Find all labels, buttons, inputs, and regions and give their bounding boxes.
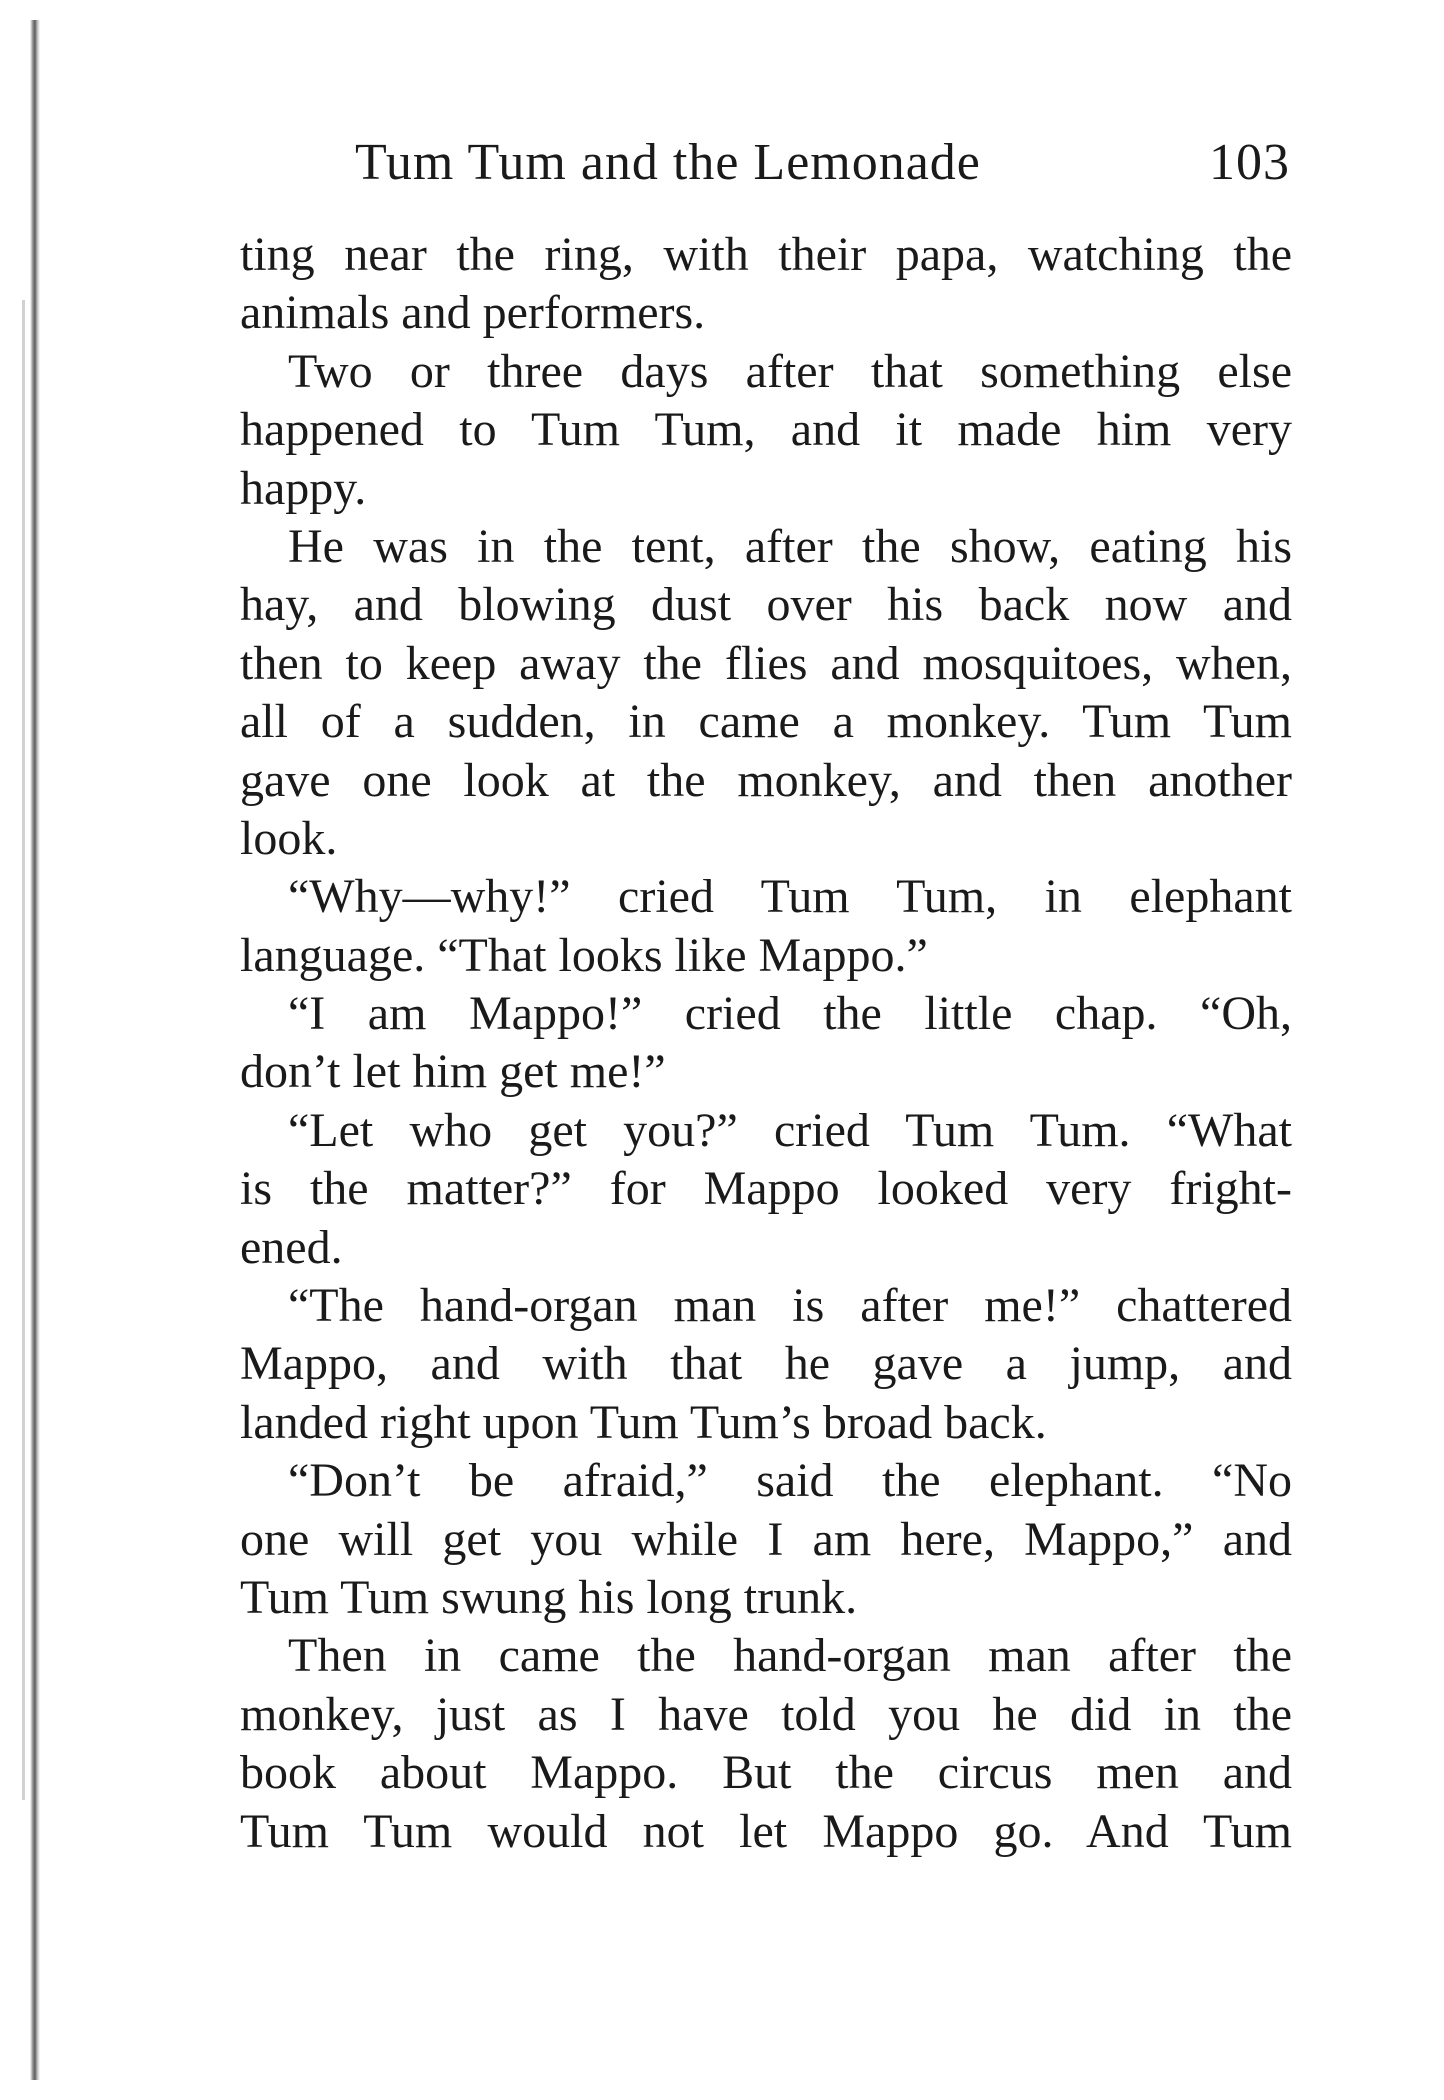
- text-line: all of a sudden, in came a monkey. Tum Tum: [240, 695, 1292, 749]
- text-line: happy.: [240, 461, 367, 515]
- text-line: Then in came the hand-organ man after the: [288, 1629, 1292, 1683]
- text-line: “Don’t be afraid,” said the elephant. “No: [288, 1454, 1292, 1508]
- text-line: landed right upon Tum Tum’s broad back.: [240, 1395, 1047, 1449]
- running-header-title: Tum Tum and the Lemonade: [355, 134, 981, 191]
- text-line: is the matter?” for Mappo looked very fright-: [240, 1162, 1292, 1216]
- text-line: gave one look at the monkey, and then another: [240, 753, 1292, 807]
- text-line: Tum Tum swung his long trunk.: [240, 1570, 858, 1624]
- text-line: book about Mappo. But the circus men and: [240, 1746, 1292, 1800]
- running-header: [355, 128, 1290, 198]
- text-line: look.: [240, 811, 338, 865]
- text-line: one will get you while I am here, Mappo,” and: [240, 1512, 1292, 1566]
- page-number: 103: [1209, 134, 1290, 191]
- text-line: “The hand-organ man is after me!” chattered: [288, 1279, 1292, 1333]
- page-gutter-shadow: [22, 300, 25, 1800]
- text-line: “I am Mappo!” cried the little chap. “Oh,: [288, 987, 1292, 1041]
- body-text: [240, 226, 1292, 1861]
- text-line: Tum Tum would not let Mappo go. And Tum: [240, 1804, 1292, 1858]
- text-line: don’t let him get me!”: [240, 1045, 666, 1099]
- text-line: He was in the tent, after the show, eating his: [288, 519, 1292, 573]
- text-line: monkey, just as I have told you he did in the: [240, 1687, 1292, 1741]
- text-line: language. “That looks like Mappo.”: [240, 928, 928, 982]
- text-line: ting near the ring, with their papa, watching the: [240, 228, 1292, 281]
- text-line: “Let who get you?” cried Tum Tum. “What: [288, 1103, 1292, 1157]
- text-line: “Why—why!” cried Tum Tum, in elephant: [288, 870, 1292, 924]
- text-line: animals and performers.: [240, 286, 706, 340]
- text-line: hay, and blowing dust over his back now and: [240, 578, 1292, 632]
- page-gutter-edge: [30, 20, 40, 2080]
- text-line: happened to Tum Tum, and it made him very: [240, 403, 1292, 457]
- text-line: ened.: [240, 1220, 343, 1274]
- text-line: Mappo, and with that he gave a jump, and: [240, 1337, 1292, 1391]
- text-line: Two or three days after that something else: [288, 344, 1292, 398]
- text-line: then to keep away the flies and mosquitoes, when,: [240, 636, 1292, 690]
